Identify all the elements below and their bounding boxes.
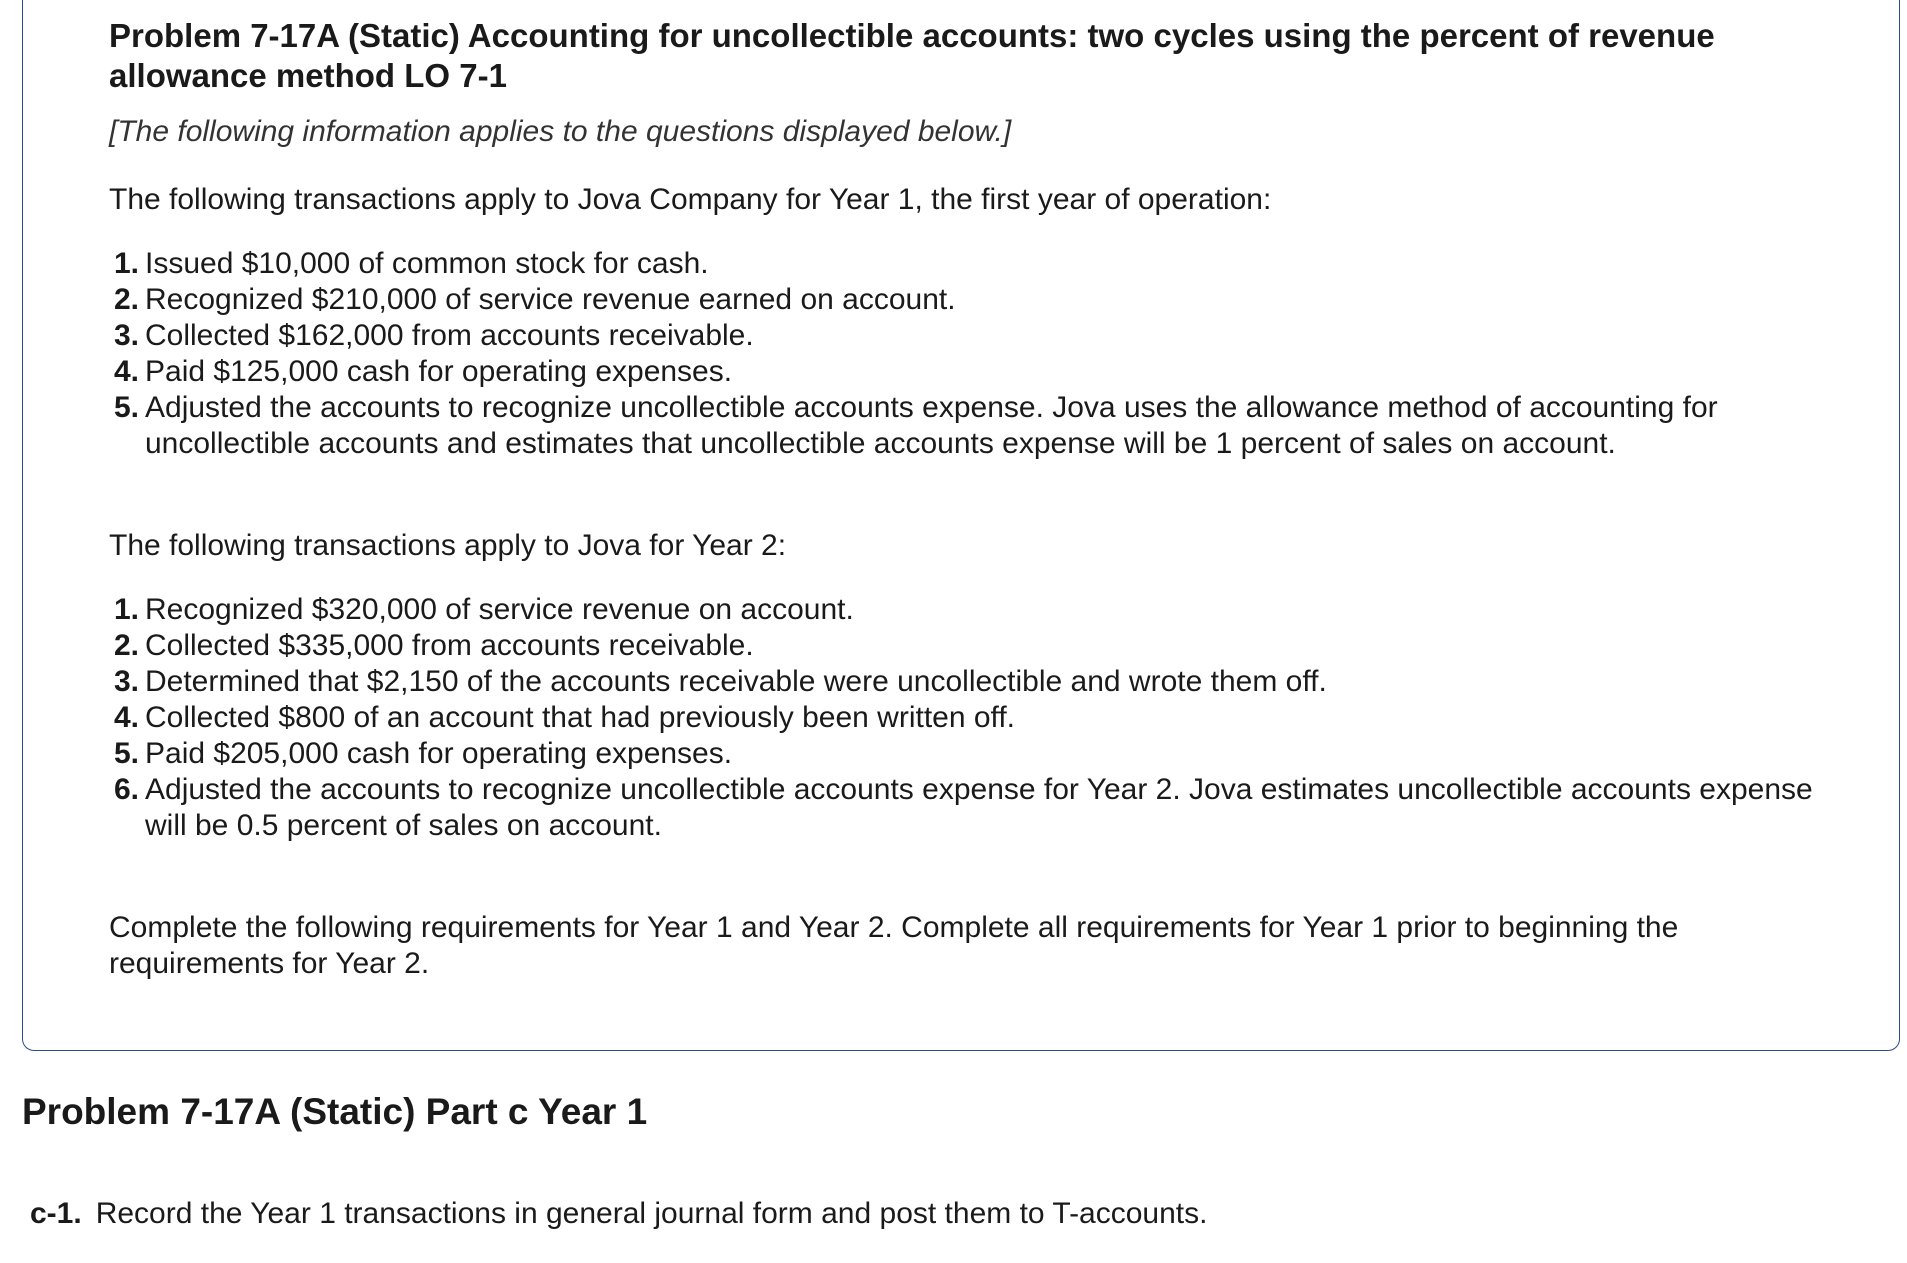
list-item	[109, 772, 1859, 844]
item-number: 1.	[113, 247, 139, 280]
info-content	[109, 16, 1859, 982]
info-note: [The following information applies to the questions displayed below.]	[109, 115, 1012, 148]
requirements-instructions: Complete the following requirements for Year 1 and Year 2. Complete all requirements for Year 1 prior to beginning the requirements for Year 2.	[109, 911, 1679, 980]
year1-transactions	[109, 246, 1859, 462]
item-text: Adjusted the accounts to recognize uncollectible accounts expense for Year 2. Jova estimates uncollectible accounts expense will be 0.5 percent of sales on account.	[145, 773, 1813, 842]
list-item	[109, 318, 1859, 354]
list-item	[109, 664, 1859, 700]
requirement-c1	[30, 1196, 1207, 1232]
item-number: 2.	[113, 283, 139, 316]
item-number: 3.	[113, 319, 139, 352]
item-text: Adjusted the accounts to recognize uncollectible accounts expense. Jova uses the allowance method of accounting for uncollectible accounts and estimates that uncollectible accounts expense will be 1 percent of sales on account.	[145, 391, 1718, 460]
item-text: Recognized $320,000 of service revenue on account.	[145, 593, 854, 626]
requirement-number: c-1.	[30, 1197, 82, 1230]
list-item	[109, 700, 1859, 736]
requirement-text: Record the Year 1 transactions in general journal form and post them to T-accounts.	[95, 1197, 1208, 1230]
year2-transactions	[109, 592, 1859, 844]
list-item	[109, 628, 1859, 664]
list-item	[109, 246, 1859, 282]
list-item	[109, 592, 1859, 628]
list-item	[109, 354, 1859, 390]
year1-intro: The following transactions apply to Jova Company for Year 1, the first year of operation:	[109, 183, 1272, 216]
item-number: 2.	[113, 629, 139, 662]
problem-title: Problem 7-17A (Static) Accounting for uncollectible accounts: two cycles using the percent of revenue allowance method LO 7-1	[109, 17, 1715, 94]
list-item	[109, 282, 1859, 318]
info-box	[22, 0, 1900, 1051]
item-text: Collected $335,000 from accounts receivable.	[145, 629, 754, 662]
item-number: 4.	[113, 355, 139, 388]
item-number: 5.	[113, 391, 139, 424]
year2-intro: The following transactions apply to Jova for Year 2:	[109, 529, 787, 562]
item-text: Collected $800 of an account that had previously been written off.	[145, 701, 1016, 734]
item-number: 3.	[113, 665, 139, 698]
item-number: 6.	[113, 773, 139, 806]
item-text: Recognized $210,000 of service revenue earned on account.	[145, 283, 956, 316]
item-text: Paid $205,000 cash for operating expenses.	[145, 737, 733, 770]
item-text: Paid $125,000 cash for operating expenses.	[145, 355, 733, 388]
list-item	[109, 390, 1859, 462]
part-title: Problem 7-17A (Static) Part c Year 1	[22, 1091, 648, 1132]
item-text: Determined that $2,150 of the accounts receivable were uncollectible and wrote them off.	[145, 665, 1327, 698]
item-text: Collected $162,000 from accounts receivable.	[145, 319, 754, 352]
item-number: 1.	[113, 593, 139, 626]
list-item	[109, 736, 1859, 772]
item-text: Issued $10,000 of common stock for cash.	[145, 247, 709, 280]
item-number: 5.	[113, 737, 139, 770]
item-number: 4.	[113, 701, 139, 734]
